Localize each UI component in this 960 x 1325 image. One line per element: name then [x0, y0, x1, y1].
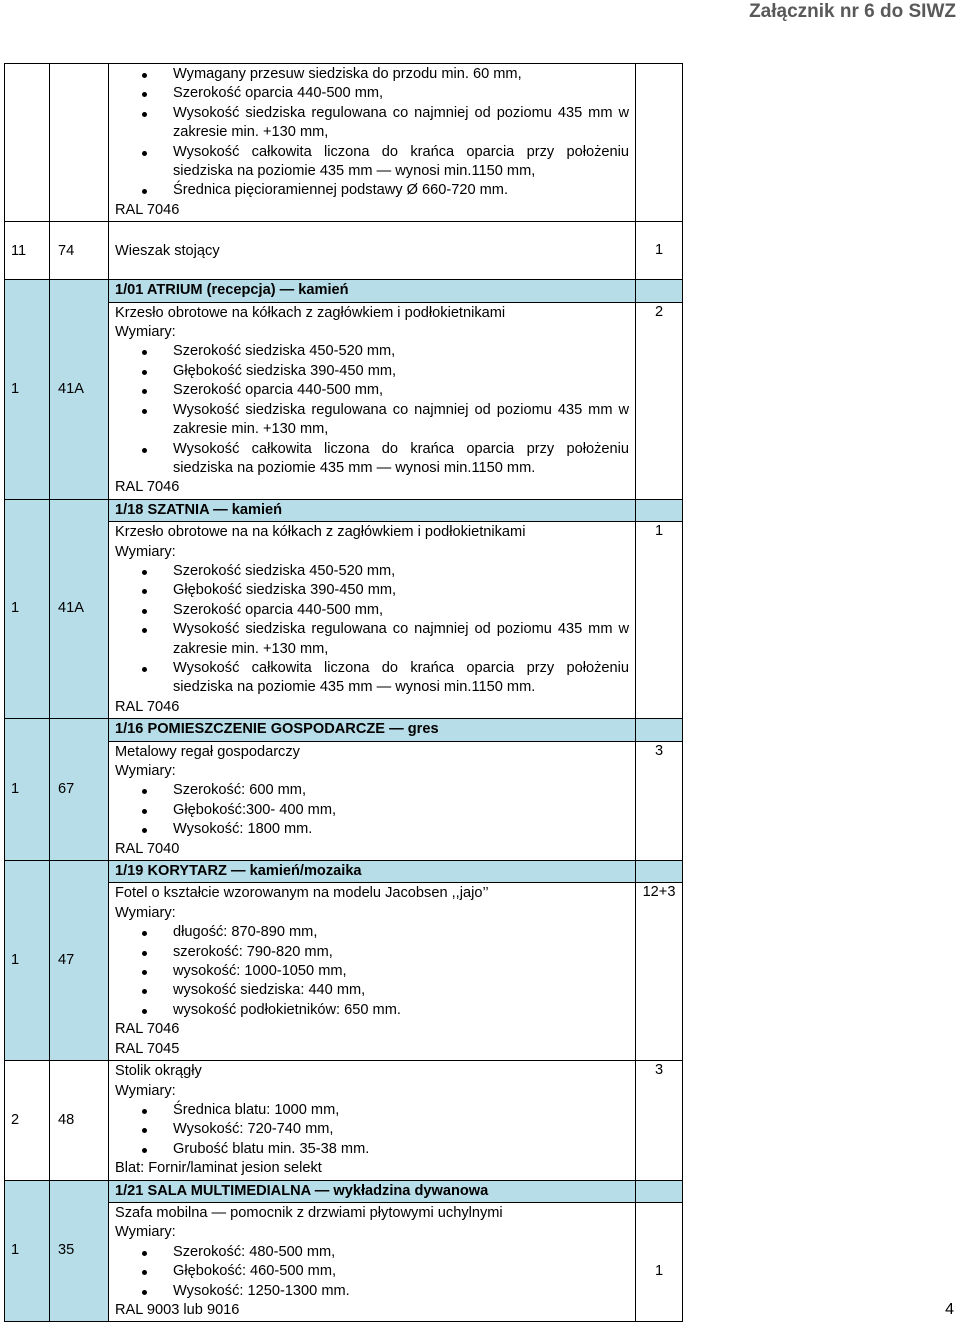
table-row — [5, 1061, 683, 1180]
quantity-cell: 11 — [5, 222, 50, 280]
list-item: Szerokość: 600 mm, — [115, 781, 629, 800]
dimensions-label: Wymiary: — [115, 1082, 176, 1099]
list-item: Grubość blatu min. 35-38 mm. — [115, 1140, 629, 1159]
item-description — [109, 741, 636, 860]
list-item: Wymagany przesuw siedziska do przodu min. 60 mm, — [115, 65, 629, 84]
list-item: Szerokość: 480-500 mm, — [115, 1243, 629, 1262]
dimension-list — [115, 781, 629, 839]
ral-color: RAL 7046 — [115, 1021, 180, 1038]
quantity-cell: 1 — [5, 861, 50, 1061]
item-description — [109, 1061, 636, 1180]
quantity-cell: 1 — [5, 280, 50, 499]
dimension-list — [115, 923, 629, 1020]
section-title: 1/21 SALA MULTIMEDIALNA — wykładzina dywanowa — [109, 1180, 636, 1202]
quantity-value: 3 — [636, 741, 683, 860]
list-item: Głębokość siedziska 390-450 mm, — [115, 581, 629, 600]
section-header-row — [5, 280, 683, 302]
item-number-cell: 74 — [50, 222, 109, 280]
list-item: Wysokość siedziska regulowana co najmniej od poziomu 435 mm w zakresie min. +130 mm, — [115, 620, 629, 659]
dimension-list — [115, 1101, 629, 1159]
list-item: Wysokość całkowita liczona do krańca oparcia przy położeniu siedziska na poziomie 435 mm — wynosi min.1150 mm. — [115, 440, 629, 479]
quantity-value: 2 — [636, 302, 683, 499]
ral-color: RAL 7040 — [115, 840, 180, 857]
item-number-cell: 41A — [50, 280, 109, 499]
list-item: Głębokość: 460-500 mm, — [115, 1262, 629, 1281]
dimensions-label: Wymiary: — [115, 763, 176, 779]
dimension-list — [115, 1243, 629, 1301]
section-title: 1/16 POMIESZCZENIE GOSPODARCZE — gres — [109, 719, 636, 741]
quantity-cell: 1 — [5, 1180, 50, 1322]
item-name: Stolik okrągły — [115, 1063, 202, 1080]
list-item: Szerokość oparcia 440-500 mm, — [115, 601, 629, 620]
ral-color: RAL 7046 — [115, 698, 180, 715]
item-description — [109, 1202, 636, 1321]
list-item: wysokość siedziska: 440 mm, — [115, 981, 629, 1000]
item-description — [109, 64, 636, 222]
item-description — [109, 883, 636, 1061]
list-item: Wysokość całkowita liczona do krańca oparcia przy położeniu siedziska na poziomie 435 mm — wynosi min.1150 mm. — [115, 659, 629, 698]
dimensions-label: Wymiary: — [115, 1224, 176, 1241]
quantity-cell: 1 — [5, 719, 50, 861]
material-note: Blat: Fornir/laminat jesion selekt — [115, 1160, 322, 1177]
quantity-value: 3 — [636, 1061, 683, 1180]
quantity-value: 1 — [636, 1202, 683, 1321]
specification-table — [4, 63, 683, 1322]
dimension-list — [115, 342, 629, 478]
item-name: Szafa mobilna — pomocnik z drzwiami płytowymi uchylnymi — [115, 1204, 503, 1221]
item-name: Krzesło obrotowe na kółkach z zagłówkiem i podłokietnikami — [115, 304, 506, 321]
table-row — [5, 222, 683, 280]
list-item: Wysokość siedziska regulowana co najmniej od poziomu 435 mm w zakresie min. +130 mm, — [115, 104, 629, 143]
ral-color-alt: RAL 7045 — [115, 1040, 180, 1057]
section-header-row — [5, 1180, 683, 1202]
quantity-value: 1 — [636, 222, 683, 280]
document-header-title: Załącznik nr 6 do SIWZ — [749, 1, 956, 22]
ral-color: RAL 9003 lub 9016 — [115, 1301, 240, 1318]
list-item: Wysokość: 720-740 mm, — [115, 1120, 629, 1139]
item-number-cell: 47 — [50, 861, 109, 1061]
ral-color: RAL 7046 — [115, 201, 180, 218]
list-item: Wysokość: 1250-1300 mm. — [115, 1282, 629, 1301]
dimensions-label: Wymiary: — [115, 543, 176, 560]
item-number-cell: 35 — [50, 1180, 109, 1322]
dimensions-label: Wymiary: — [115, 324, 176, 341]
list-item: Szerokość siedziska 450-520 mm, — [115, 562, 629, 581]
list-item: Średnica pięcioramiennej podstawy Ø 660-720 mm. — [115, 181, 629, 200]
item-number-cell: 41A — [50, 499, 109, 718]
section-header-row — [5, 499, 683, 521]
item-number-cell: 48 — [50, 1061, 109, 1180]
list-item: Głębokość:300- 400 mm, — [115, 801, 629, 820]
item-description — [109, 522, 636, 719]
item-description — [109, 302, 636, 499]
list-item: szerokość: 790-820 mm, — [115, 943, 629, 962]
ral-color: RAL 7046 — [115, 479, 180, 496]
dimension-list — [115, 65, 629, 201]
quantity-cell: 1 — [5, 499, 50, 718]
item-number-cell: 67 — [50, 719, 109, 861]
dimensions-label: Wymiary: — [115, 904, 176, 921]
page-number: 4 — [945, 1301, 954, 1318]
section-title: 1/01 ATRIUM (recepcja) — kamień — [109, 280, 636, 302]
list-item: Wysokość siedziska regulowana co najmniej od poziomu 435 mm w zakresie min. +130 mm, — [115, 401, 629, 440]
quantity-cell: 2 — [5, 1061, 50, 1180]
list-item: Szerokość oparcia 440-500 mm, — [115, 381, 629, 400]
section-title: 1/18 SZATNIA — kamień — [109, 499, 636, 521]
list-item: wysokość podłokietników: 650 mm. — [115, 1001, 629, 1020]
list-item: Szerokość oparcia 440-500 mm, — [115, 84, 629, 103]
section-header-row — [5, 719, 683, 741]
list-item: Szerokość siedziska 450-520 mm, — [115, 342, 629, 361]
item-name: Metalowy regał gospodarczy — [115, 743, 300, 760]
table-row — [5, 64, 683, 222]
quantity-value: 1 — [636, 522, 683, 719]
dimension-list — [115, 562, 629, 698]
item-name: Krzesło obrotowe na na kółkach z zagłówkiem i podłokietnikami — [115, 524, 526, 541]
section-title: 1/19 KORYTARZ — kamień/mozaika — [109, 861, 636, 883]
list-item: długość: 870-890 mm, — [115, 923, 629, 942]
quantity-value: 12+3 — [636, 883, 683, 1061]
list-item: Głębokość siedziska 390-450 mm, — [115, 362, 629, 381]
list-item: Średnica blatu: 1000 mm, — [115, 1101, 629, 1120]
list-item: wysokość: 1000-1050 mm, — [115, 962, 629, 981]
section-header-row — [5, 861, 683, 883]
item-name: Wieszak stojący — [109, 222, 636, 280]
list-item: Wysokość: 1800 mm. — [115, 820, 629, 839]
list-item: Wysokość całkowita liczona do krańca oparcia przy położeniu siedziska na poziomie 435 mm — wynosi min.1150 mm, — [115, 143, 629, 182]
item-name: Fotel o kształcie wzorowanym na modelu Jacobsen ,,jajo’’ — [115, 885, 489, 902]
